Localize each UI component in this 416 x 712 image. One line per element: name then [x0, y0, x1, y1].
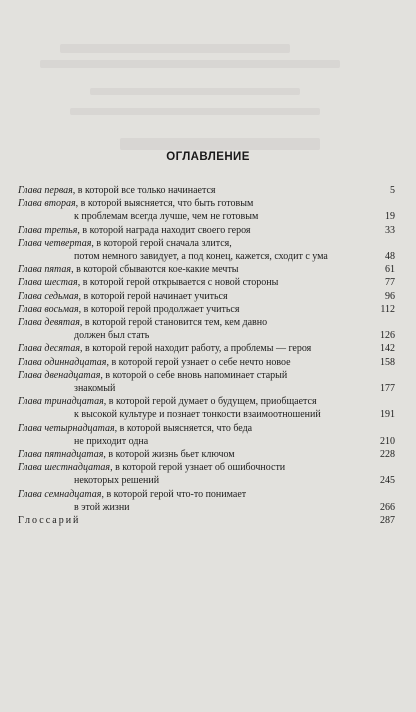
toc-entry [18, 448, 395, 461]
chapter-description: , в которой о себе вновь напоминает старый [100, 369, 288, 381]
entry-first-line [18, 224, 395, 237]
page-number: 287 [380, 515, 395, 527]
chapter-description: , в которой герой находит работу, а проблемы — героя [79, 343, 312, 355]
chapter-heading: Глава восьмая [18, 303, 79, 315]
chapter-heading: Глава двенадцатая [18, 369, 101, 381]
chapter-heading: Глава тринадцатая [18, 396, 104, 408]
chapter-description: в этой жизни [74, 501, 130, 513]
chapter-description: знакомый [74, 383, 116, 395]
entry-first-line [18, 237, 395, 250]
chapter-description: , в которой герой сначала злится, [91, 237, 232, 249]
entry-first-line [18, 263, 395, 276]
chapter-heading: Глава одиннадцатая [18, 356, 107, 368]
toc-entry [18, 276, 395, 289]
page-number: 33 [385, 224, 395, 236]
page-number: 245 [380, 475, 395, 487]
toc-entry [18, 263, 395, 276]
chapter-description: потом немного завидует, а под конец, кажется, сходит с ума [74, 251, 328, 263]
chapter-description: , в которой герой становится тем, кем давно [79, 317, 268, 329]
chapter-heading: Глава девятая [18, 317, 80, 329]
chapter-description: , в которой выясняется, что быть готовым [75, 198, 254, 210]
page-number: 158 [380, 356, 395, 368]
chapter-heading: Глава пятнадцатая [18, 449, 104, 461]
entry-continuation-line [18, 250, 395, 263]
chapter-description: не приходит одна [74, 435, 149, 447]
chapter-description: , в которой герой узнает об ошибочности [110, 462, 286, 474]
page-number: 19 [385, 211, 395, 223]
page-number: 112 [380, 303, 395, 315]
chapter-heading: Глава пятая [18, 264, 72, 276]
page-number: 48 [385, 251, 395, 263]
chapter-heading: Глава седьмая [18, 290, 79, 302]
toc-entry [18, 369, 395, 395]
entry-first-line [18, 276, 395, 289]
chapter-heading: Глава шестнадцатая [18, 462, 111, 474]
entry-continuation-line [18, 210, 395, 223]
toc-entry [18, 514, 395, 527]
toc-entry [18, 237, 395, 263]
entry-first-line [18, 290, 395, 303]
entry-first-line [18, 422, 395, 435]
entry-first-line [18, 448, 395, 461]
chapter-heading: Глава четырнадцатая [18, 422, 115, 434]
chapter-description: должен был стать [74, 330, 150, 342]
toc-entry [18, 303, 395, 316]
page-number: 142 [380, 343, 395, 355]
toc-entry [18, 184, 395, 197]
toc-title: ОГЛАВЛЕНИЕ [166, 151, 250, 163]
entry-first-line [18, 369, 395, 382]
chapter-heading: Глава шестая [18, 277, 78, 289]
toc-entry [18, 488, 395, 514]
chapter-description: , в которой герой что-то понимает [101, 488, 247, 500]
chapter-description: , в которой герой открывается с новой стороны [77, 277, 279, 289]
chapter-heading: Глава семнадцатая [18, 488, 102, 500]
entry-first-line [18, 197, 395, 210]
entry-first-line [18, 514, 395, 527]
page-number: 266 [380, 501, 395, 513]
chapter-description: к высокой культуре и познает тонкости взаимоотношений [74, 409, 321, 421]
entry-first-line [18, 316, 395, 329]
toc-entry [18, 422, 395, 448]
chapter-heading: Глава первая [18, 185, 73, 196]
chapter-description: к проблемам всегда лучше, чем не готовым [74, 211, 259, 223]
chapter-description: , в которой все только начинается [72, 185, 216, 196]
page-number: 191 [380, 409, 395, 421]
entry-first-line [18, 461, 395, 474]
chapter-description: некоторых решений [74, 475, 160, 487]
page-number: 177 [380, 383, 395, 395]
entry-first-line [18, 356, 395, 369]
entry-continuation-line [18, 408, 395, 421]
entry-continuation-line [18, 382, 395, 395]
chapter-heading: Глава вторая [18, 198, 76, 210]
toc-entry [18, 342, 395, 355]
entry-first-line [18, 184, 395, 197]
chapter-description: , в которой жизнь бьет ключом [103, 449, 235, 461]
toc-entry [18, 395, 395, 421]
toc-entry [18, 224, 395, 237]
entry-first-line [18, 395, 395, 408]
page-number: 126 [380, 330, 395, 342]
table-of-contents [18, 184, 395, 527]
chapter-description: , в которой герой узнает о себе нечто новое [106, 356, 291, 368]
page-number: 228 [380, 449, 395, 461]
toc-entry [18, 197, 395, 223]
page-number: 210 [380, 435, 395, 447]
entry-continuation-line [18, 329, 395, 342]
toc-entry [18, 290, 395, 303]
chapter-description: , в которой герой начинает учиться [78, 290, 228, 302]
chapter-heading: Глава четвертая [18, 237, 92, 249]
chapter-heading: Глава десятая [18, 343, 80, 355]
entry-continuation-line [18, 474, 395, 487]
toc-entry [18, 356, 395, 369]
page-number: 96 [385, 290, 395, 302]
toc-entry [18, 461, 395, 487]
entry-continuation-line [18, 435, 395, 448]
chapter-description: , в которой герой продолжает учиться [78, 303, 240, 315]
entry-first-line [18, 488, 395, 501]
page-number: 77 [385, 277, 395, 289]
entry-first-line [18, 303, 395, 316]
show-through-print [0, 0, 416, 150]
entry-first-line [18, 342, 395, 355]
chapter-description: , в которой сбываются кое-какие мечты [71, 264, 239, 276]
chapter-description: , в которой герой думает о будущем, приобщается [103, 396, 317, 408]
entry-continuation-line [18, 501, 395, 514]
chapter-description: , в которой выясняется, что беда [114, 422, 253, 434]
chapter-heading: Глава третья [18, 224, 78, 236]
toc-entry [18, 316, 395, 342]
chapter-description: , в которой награда находит своего героя [77, 224, 251, 236]
page-number: 5 [390, 185, 395, 196]
glossary-label: Глоссарий [18, 515, 81, 527]
page-number: 61 [385, 264, 395, 276]
